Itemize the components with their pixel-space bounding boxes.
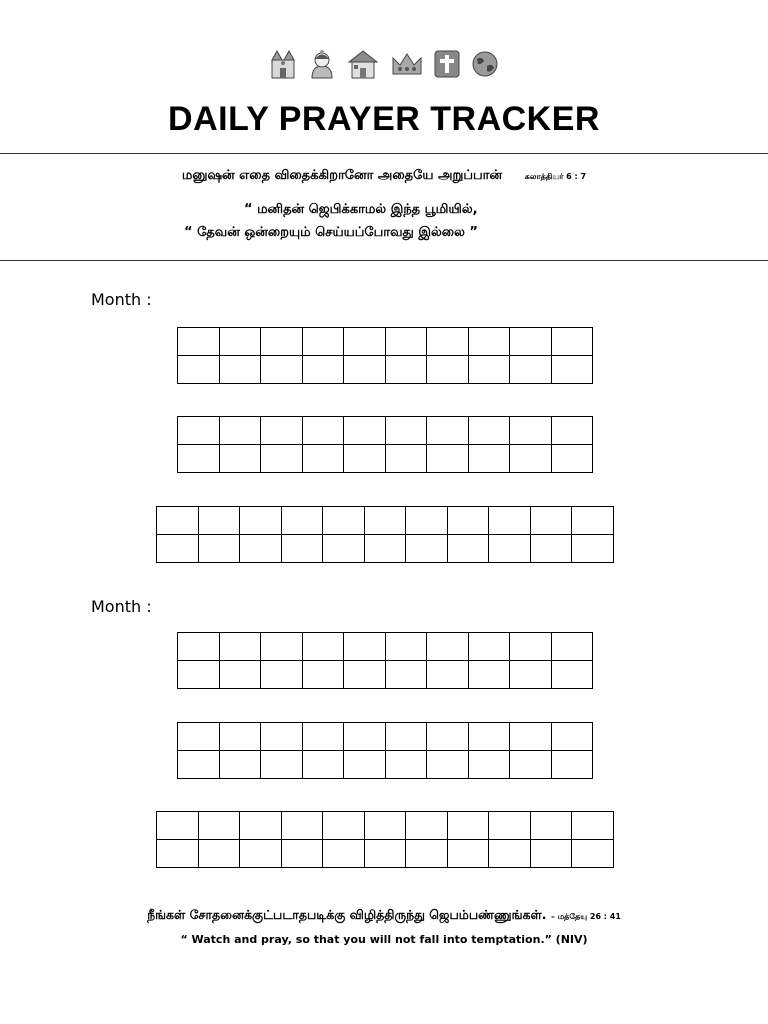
tracker-box[interactable] <box>551 328 593 356</box>
tracker-box[interactable] <box>551 445 593 473</box>
tracker-box[interactable] <box>344 723 386 751</box>
tracker-box[interactable] <box>219 633 261 661</box>
month-label-1: Month : <box>91 290 152 309</box>
tracker-box[interactable] <box>219 751 261 779</box>
tracker-box[interactable] <box>344 356 386 384</box>
tracker-box[interactable] <box>240 535 282 563</box>
tracker-box[interactable] <box>323 812 365 840</box>
tracker-box[interactable] <box>219 723 261 751</box>
tracker-box[interactable] <box>468 723 510 751</box>
tracker-box[interactable] <box>572 507 614 535</box>
tracker-row <box>178 751 593 779</box>
tracker-box[interactable] <box>178 328 220 356</box>
tracker-box[interactable] <box>240 507 282 535</box>
woman-icon <box>305 54 344 73</box>
tracker-box[interactable] <box>427 445 469 473</box>
tracker-row <box>178 661 593 689</box>
tracker-box[interactable] <box>427 328 469 356</box>
tracker-grid <box>177 416 593 473</box>
tracker-box[interactable] <box>447 535 489 563</box>
tracker-box[interactable] <box>178 356 220 384</box>
tracker-grid <box>156 506 614 563</box>
tracker-box[interactable] <box>427 751 469 779</box>
globe-icon <box>468 54 502 73</box>
tracker-row <box>157 840 614 868</box>
tracker-row <box>157 535 614 563</box>
tracker-box[interactable] <box>489 812 531 840</box>
tracker-box[interactable] <box>219 328 261 356</box>
tracker-box[interactable] <box>427 723 469 751</box>
tracker-box[interactable] <box>261 417 303 445</box>
tracker-box[interactable] <box>323 507 365 535</box>
tracker-box[interactable] <box>468 751 510 779</box>
tracker-box[interactable] <box>178 417 220 445</box>
tracker-box[interactable] <box>364 812 406 840</box>
tracker-grid <box>177 327 593 384</box>
tracker-box[interactable] <box>385 661 427 689</box>
tracker-box[interactable] <box>157 812 199 840</box>
tracker-box[interactable] <box>261 356 303 384</box>
tracker-grid <box>177 632 593 689</box>
tracker-grid <box>156 811 614 868</box>
house-icon <box>344 54 387 73</box>
tracker-box[interactable] <box>530 535 572 563</box>
page-title: DAILY PRAYER TRACKER <box>168 100 600 138</box>
tracker-box[interactable] <box>447 507 489 535</box>
tracker-box[interactable] <box>406 535 448 563</box>
tracker-box[interactable] <box>302 633 344 661</box>
tracker-box[interactable] <box>261 661 303 689</box>
tracker-box[interactable] <box>510 661 552 689</box>
church-icon <box>266 54 305 73</box>
tracker-box[interactable] <box>385 633 427 661</box>
tracker-box[interactable] <box>302 328 344 356</box>
verse-reference: கலாத்தியர் 6 : 7 <box>524 172 587 181</box>
tracker-box[interactable] <box>468 633 510 661</box>
tracker-box[interactable] <box>530 840 572 868</box>
top-divider <box>0 153 768 154</box>
tracker-box[interactable] <box>302 417 344 445</box>
tracker-box[interactable] <box>323 535 365 563</box>
month-label-2: Month : <box>91 597 152 616</box>
tracker-box[interactable] <box>281 507 323 535</box>
quote-line-1: “ மனிதன் ஜெபிக்காமல் இந்த பூமியில், <box>244 202 478 217</box>
tracker-box[interactable] <box>468 328 510 356</box>
tracker-box[interactable] <box>447 840 489 868</box>
tracker-grid <box>177 722 593 779</box>
quote-line-2: “ தேவன் ஒன்றையும் செய்யப்போவது இல்லை ” <box>184 225 478 240</box>
tracker-box[interactable] <box>344 633 386 661</box>
tracker-box[interactable] <box>572 840 614 868</box>
tracker-box[interactable] <box>385 445 427 473</box>
tracker-box[interactable] <box>344 328 386 356</box>
tracker-box[interactable] <box>447 812 489 840</box>
tracker-row <box>178 633 593 661</box>
tracker-box[interactable] <box>364 535 406 563</box>
tracker-box[interactable] <box>198 812 240 840</box>
tracker-box[interactable] <box>219 445 261 473</box>
tracker-box[interactable] <box>157 840 199 868</box>
tracker-box[interactable] <box>530 812 572 840</box>
tracker-box[interactable] <box>510 633 552 661</box>
tracker-box[interactable] <box>198 535 240 563</box>
tracker-box[interactable] <box>406 507 448 535</box>
tracker-box[interactable] <box>385 356 427 384</box>
tracker-box[interactable] <box>281 840 323 868</box>
tracker-box[interactable] <box>302 445 344 473</box>
tracker-box[interactable] <box>510 417 552 445</box>
tracker-box[interactable] <box>468 356 510 384</box>
tracker-box[interactable] <box>344 445 386 473</box>
tracker-box[interactable] <box>489 840 531 868</box>
tracker-row <box>178 723 593 751</box>
tracker-row <box>178 356 593 384</box>
tracker-box[interactable] <box>198 507 240 535</box>
crown-icon <box>388 54 431 73</box>
tracker-box[interactable] <box>468 661 510 689</box>
tracker-box[interactable] <box>385 723 427 751</box>
tracker-box[interactable] <box>551 633 593 661</box>
tracker-box[interactable] <box>178 723 220 751</box>
tracker-box[interactable] <box>427 356 469 384</box>
tracker-box[interactable] <box>551 661 593 689</box>
tracker-box[interactable] <box>261 445 303 473</box>
tracker-box[interactable] <box>510 328 552 356</box>
tracker-box[interactable] <box>572 812 614 840</box>
tracker-box[interactable] <box>510 356 552 384</box>
verse-line <box>0 168 768 184</box>
tracker-box[interactable] <box>178 751 220 779</box>
tracker-box[interactable] <box>261 751 303 779</box>
tracker-box[interactable] <box>530 507 572 535</box>
footer-english: “ Watch and pray, so that you will not fall into temptation.” (NIV) <box>180 933 588 946</box>
tracker-box[interactable] <box>489 507 531 535</box>
tracker-box[interactable] <box>427 417 469 445</box>
tracker-row <box>178 328 593 356</box>
tracker-box[interactable] <box>240 840 282 868</box>
tracker-box[interactable] <box>198 840 240 868</box>
tracker-box[interactable] <box>344 417 386 445</box>
tracker-box[interactable] <box>468 445 510 473</box>
tracker-box[interactable] <box>302 723 344 751</box>
tracker-row <box>157 507 614 535</box>
tracker-box[interactable] <box>364 840 406 868</box>
header-icons <box>0 48 768 84</box>
tracker-box[interactable] <box>302 661 344 689</box>
tracker-box[interactable] <box>281 812 323 840</box>
tracker-box[interactable] <box>261 328 303 356</box>
tracker-box[interactable] <box>344 751 386 779</box>
footer-verse <box>0 907 768 924</box>
tracker-box[interactable] <box>510 751 552 779</box>
tracker-box[interactable] <box>510 445 552 473</box>
tracker-box[interactable] <box>364 507 406 535</box>
tracker-box[interactable] <box>385 751 427 779</box>
tracker-box[interactable] <box>302 751 344 779</box>
tracker-box[interactable] <box>219 417 261 445</box>
tracker-box[interactable] <box>468 417 510 445</box>
tracker-box[interactable] <box>219 661 261 689</box>
tracker-box[interactable] <box>323 840 365 868</box>
tracker-box[interactable] <box>427 633 469 661</box>
tracker-box[interactable] <box>551 417 593 445</box>
tracker-box[interactable] <box>219 356 261 384</box>
footer-reference: – மத்தேயு 26 : 41 <box>550 912 621 921</box>
tracker-box[interactable] <box>344 661 386 689</box>
cross-icon <box>431 54 468 73</box>
tracker-box[interactable] <box>427 661 469 689</box>
tracker-row <box>178 417 593 445</box>
tracker-box[interactable] <box>178 633 220 661</box>
tracker-box[interactable] <box>178 445 220 473</box>
tracker-box[interactable] <box>489 535 531 563</box>
tracker-box[interactable] <box>178 661 220 689</box>
tracker-row <box>157 812 614 840</box>
tracker-box[interactable] <box>157 507 199 535</box>
bottom-divider <box>0 260 768 261</box>
tracker-box[interactable] <box>406 812 448 840</box>
tracker-box[interactable] <box>385 328 427 356</box>
tracker-box[interactable] <box>240 812 282 840</box>
tracker-box[interactable] <box>385 417 427 445</box>
tracker-box[interactable] <box>281 535 323 563</box>
verse-tamil: மனுஷன் எதை விதைக்கிறானோ அதையே அறுப்பான் <box>181 168 503 183</box>
tracker-box[interactable] <box>551 723 593 751</box>
tracker-box[interactable] <box>551 751 593 779</box>
tracker-box[interactable] <box>510 723 552 751</box>
tracker-box[interactable] <box>261 633 303 661</box>
tracker-box[interactable] <box>406 840 448 868</box>
tracker-box[interactable] <box>261 723 303 751</box>
tracker-box[interactable] <box>551 356 593 384</box>
tracker-row <box>178 445 593 473</box>
tracker-box[interactable] <box>157 535 199 563</box>
footer-tamil-text: நீங்கள் சோதனைக்குட்படாதபடிக்கு விழித்திருந்து ஜெபம்பண்ணுங்கள். <box>147 907 547 922</box>
tracker-box[interactable] <box>572 535 614 563</box>
tracker-box[interactable] <box>302 356 344 384</box>
